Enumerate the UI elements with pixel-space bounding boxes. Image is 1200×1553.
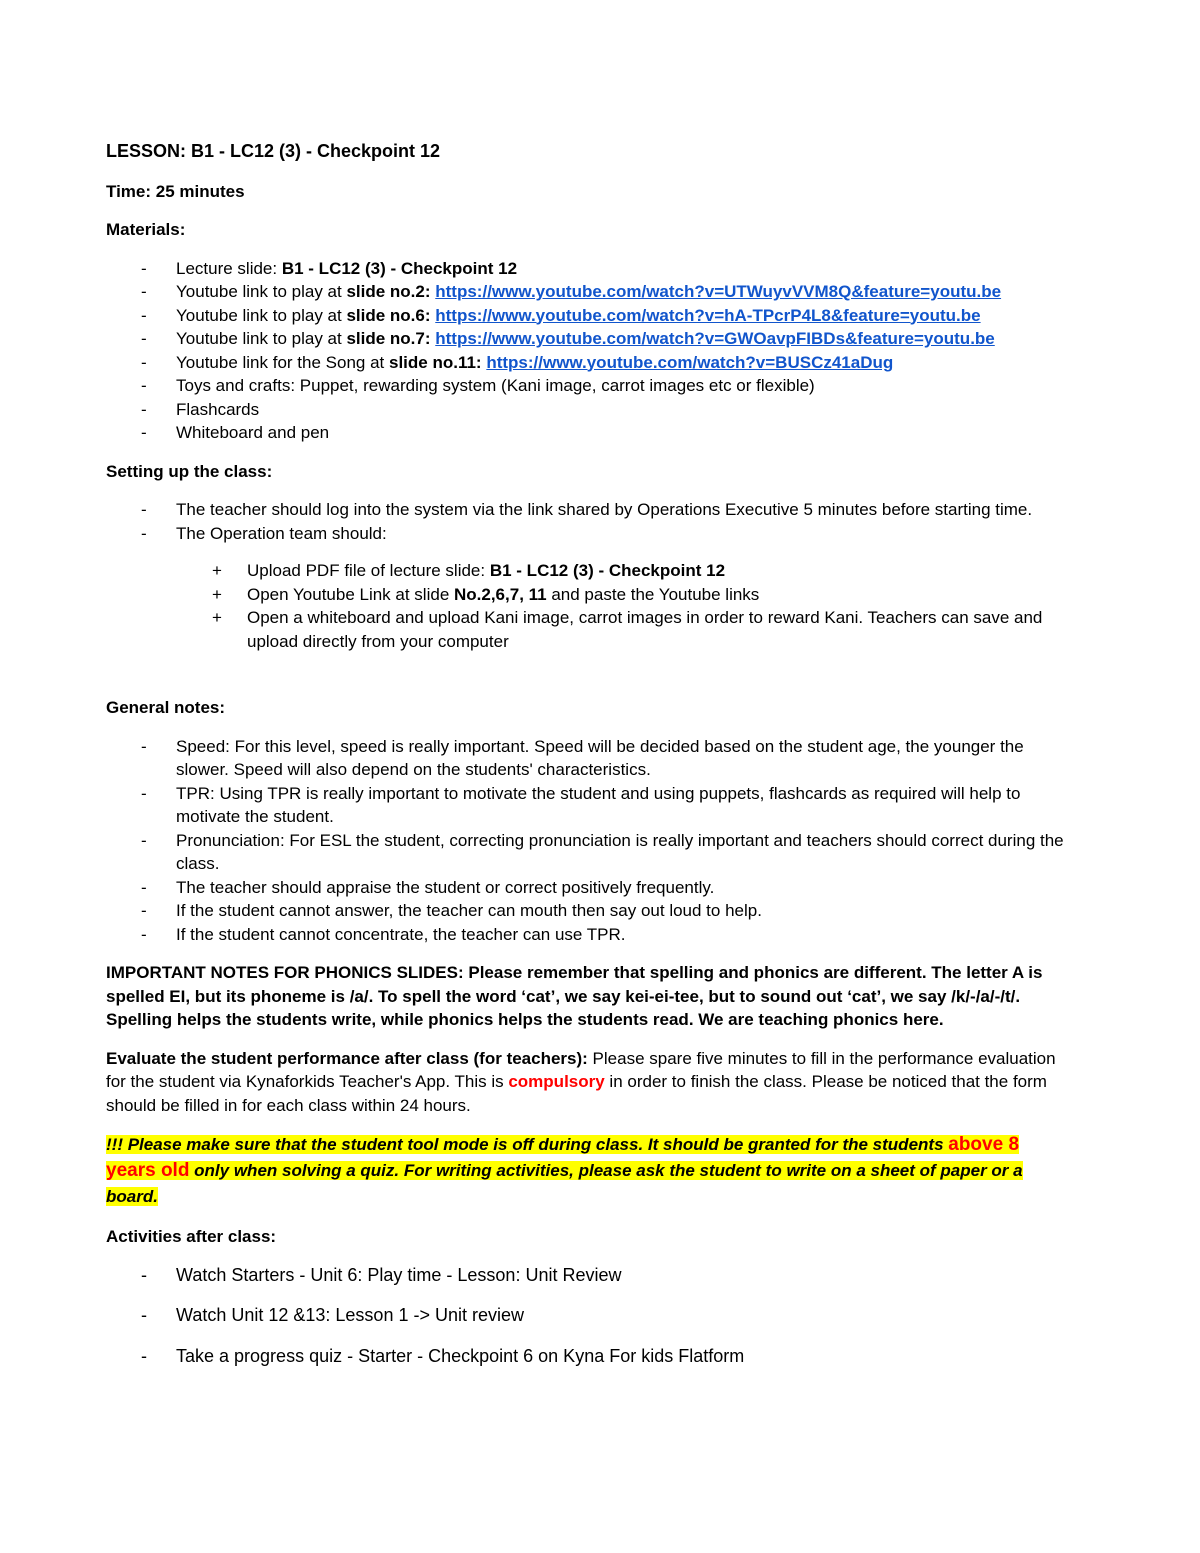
list-item: - TPR: Using TPR is really important to motivate the student and using puppets, flashcards as required will help to motivate the student.	[106, 782, 1066, 829]
list-item: - The Operation team should: + Upload PDF file of lecture slide: B1 - LC12 (3) - Checkpoint 12 + Open Youtube Link at slide No.2,6,7, 11 and paste the Youtube links + Open a whiteboard and upload Kani image, carrot images in order to reward Kani. Teachers can save and upload directly from your computer	[106, 522, 1066, 654]
youtube-link-slide-11[interactable]: https://www.youtube.com/watch?v=BUSCz41aDug	[486, 352, 894, 372]
lesson-title: LESSON: B1 - LC12 (3) - Checkpoint 12	[106, 141, 441, 161]
youtube-link-slide-7[interactable]: https://www.youtube.com/watch?v=GWOavpFIBDs&feature=youtu.be	[435, 329, 995, 348]
youtube-link-slide-6[interactable]: https://www.youtube.com/watch?v=hA-TPcrP4L8&feature=youtu.be	[435, 305, 981, 325]
list-item: - Youtube link to play at slide no.2: https://www.youtube.com/watch?v=UTWuyvVVM8Q&feature=youtu.be	[106, 280, 1066, 304]
tool-mode-warning	[106, 1132, 1066, 1210]
notes-list	[106, 735, 1066, 947]
list-item: - Whiteboard and pen	[106, 421, 1066, 445]
list-item: - Flashcards	[106, 398, 1066, 422]
lesson-time: Time: 25 minutes	[106, 181, 245, 201]
after-class-list	[106, 1264, 1066, 1369]
list-item: - Watch Starters - Unit 6: Play time - Lesson: Unit Review	[106, 1264, 1066, 1288]
list-item: - Watch Unit 12 &13: Lesson 1 -> Unit review	[106, 1304, 1066, 1328]
operation-sublist	[176, 559, 1066, 653]
notes-heading: General notes:	[106, 698, 226, 717]
list-item: - Youtube link to play at slide no.7: https://www.youtube.com/watch?v=GWOavpFIBDs&feature=youtu.be	[106, 327, 1066, 351]
list-item: - Take a progress quiz - Starter - Checkpoint 6 on Kyna For kids Flatform	[106, 1345, 1066, 1369]
evaluate-note: Evaluate the student performance after class (for teachers): Please spare five minutes to fill in the performance evaluation for the student via Kynaforkids Teacher's App. This is compulsory in order to finish the class. Please be noticed that the form should be filled in for each class within 24 hours.	[106, 1048, 1056, 1115]
phonics-important-note: IMPORTANT NOTES FOR PHONICS SLIDES: Please remember that spelling and phonics are different. The letter A is spelled EI, but its phoneme is /a/. To spell the word ‘cat’, we say kei-ei-tee, but to sound out ‘cat’, we say /k/-/a/-/t/. Spelling helps the students write, while phonics helps the students read. We are teaching phonics here.	[106, 963, 1043, 1029]
list-item: + Open Youtube Link at slide No.2,6,7, 11 and paste the Youtube links	[106, 583, 1066, 607]
list-item: - The teacher should log into the system via the link shared by Operations Executive 5 minutes before starting time.	[106, 498, 1066, 522]
list-item: - Lecture slide: B1 - LC12 (3) - Checkpoint 12	[106, 257, 1066, 281]
list-item: + Open a whiteboard and upload Kani image, carrot images in order to reward Kani. Teachers can save and upload directly from your computer	[106, 606, 1066, 653]
list-item: - Toys and crafts: Puppet, rewarding system (Kani image, carrot images etc or flexible)	[106, 374, 1066, 398]
youtube-link-slide-2[interactable]: https://www.youtube.com/watch?v=UTWuyvVVM8Q&feature=youtu.be	[435, 282, 1002, 301]
list-item: - Pronunciation: For ESL the student, correcting pronunciation is really important and teachers should correct during the class.	[106, 829, 1066, 876]
list-item: - Speed: For this level, speed is really important. Speed will be decided based on the student age, the younger the slower. Speed will also depend on the students' characteristics.	[106, 735, 1066, 782]
list-item: - Youtube link to play at slide no.6: https://www.youtube.com/watch?v=hA-TPcrP4L8&feature=youtu.be	[106, 304, 1066, 328]
list-item: - The teacher should appraise the student or correct positively frequently.	[106, 876, 1066, 900]
highlight: !!! Please make sure that the student tool mode is off during class. It should be granted for the students above 8 years old only when solving a quiz. For writing activities, please ask the student to write on a sheet of paper or a board.	[106, 1134, 1023, 1206]
list-item: - Youtube link for the Song at slide no.11: https://www.youtube.com/watch?v=BUSCz41aDug	[106, 351, 1066, 375]
list-item: - If the student cannot answer, the teacher can mouth then say out loud to help.	[106, 899, 1066, 923]
after-class-heading: Activities after class:	[106, 1227, 277, 1246]
materials-list	[106, 257, 1066, 445]
list-item: - If the student cannot concentrate, the teacher can use TPR.	[106, 923, 1066, 947]
spacer	[106, 668, 1066, 696]
lesson-document	[106, 140, 1066, 1385]
setup-list	[106, 498, 1066, 653]
list-item: + Upload PDF file of lecture slide: B1 - LC12 (3) - Checkpoint 12	[106, 559, 1066, 583]
materials-heading: Materials:	[106, 220, 186, 239]
setup-heading: Setting up the class:	[106, 461, 273, 481]
